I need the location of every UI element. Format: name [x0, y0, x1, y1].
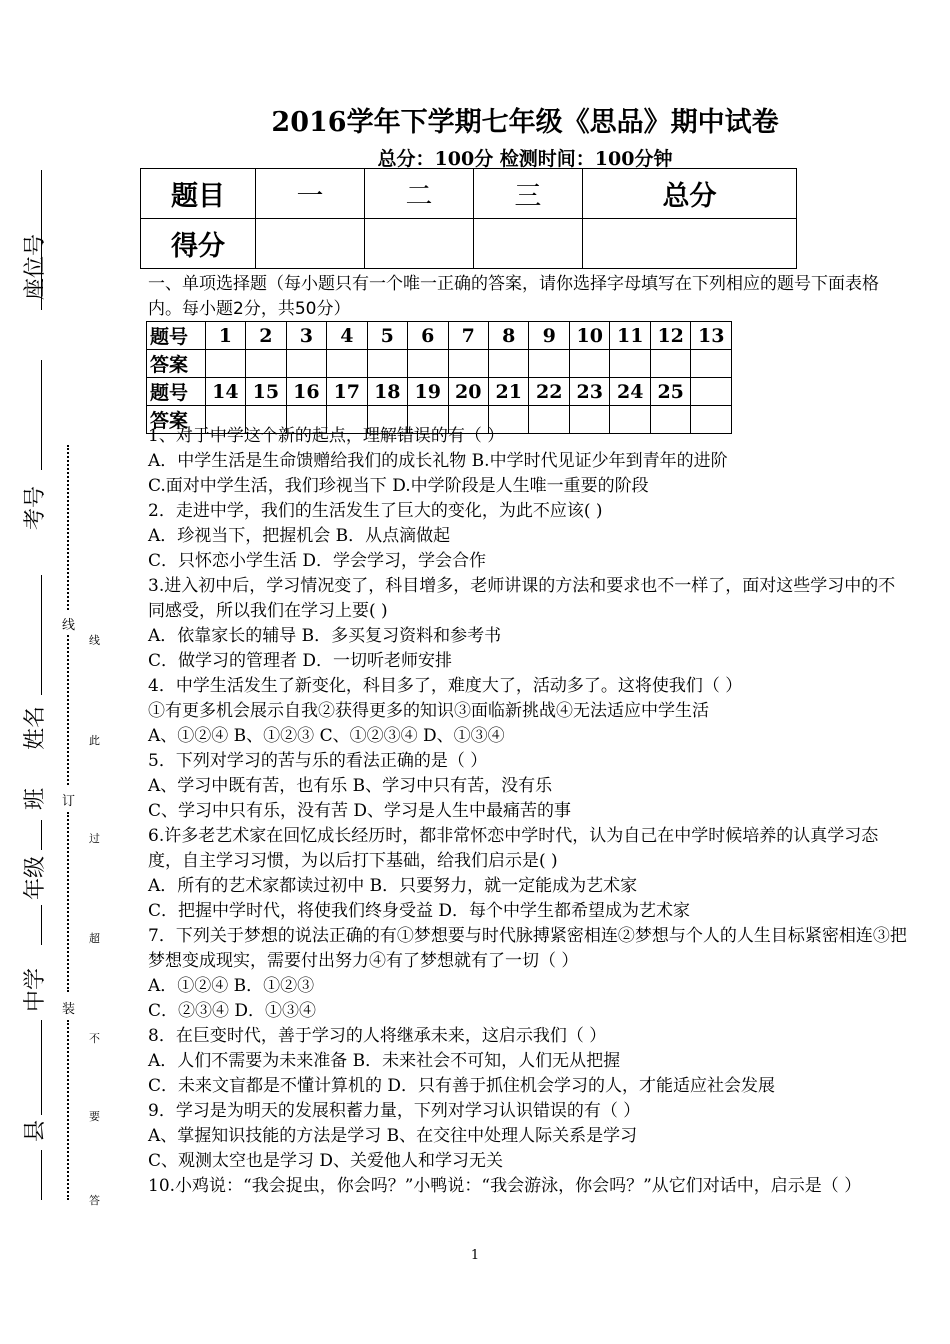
score-table-header-row — [141, 169, 797, 219]
binding-mark-5: 不 — [89, 1032, 100, 1045]
answer-label: 答案 — [147, 406, 206, 434]
question-number: 6 — [408, 322, 448, 350]
side-label-class: 班 — [23, 787, 48, 810]
side-label-county: 县 — [23, 1119, 48, 1142]
binding-mark-4: 超 — [89, 932, 100, 945]
question-number: 25 — [650, 378, 690, 406]
binding-dotted-line-middle — [67, 635, 69, 785]
question-number: 8 — [489, 322, 529, 350]
question-line: C．只怀恋小学生活 D．学会学习，学会合作 — [148, 551, 487, 571]
exam-title: 2016学年下学期七年级《思品》期中试卷 — [271, 107, 779, 138]
answer-cell[interactable] — [205, 350, 245, 378]
question-number: 1 — [205, 322, 245, 350]
question-line: 10.小鸡说：“我会捉虫，你会吗？”小鸭说：“我会游泳，你会吗？”从它们对话中，启示是（ ） — [148, 1176, 862, 1196]
answer-num-row-2 — [147, 378, 732, 406]
question-line: A．依靠家长的辅导 B．多买复习资料和参考书 — [148, 626, 502, 646]
score-cell: 得分 — [141, 219, 256, 269]
question-line: 8．在巨变时代，善于学习的人将继承未来，这启示我们（ ） — [148, 1026, 607, 1046]
question-line: 1、对于中学这个新的起点，理解错误的有（ ） — [148, 426, 505, 446]
side-line-bottom — [41, 1150, 42, 1200]
question-number: 5 — [367, 322, 407, 350]
question-number: 11 — [610, 322, 650, 350]
answer-cell[interactable] — [529, 350, 569, 378]
answer-label: 答案 — [147, 350, 206, 378]
question-line: A、①②④ B、①②③ C、①②③④ D、①③④ — [148, 726, 505, 746]
binding-outer-mark-3: 装 — [62, 1002, 76, 1017]
question-number: 9 — [529, 322, 569, 350]
side-label-name: 姓名 — [23, 705, 48, 750]
question-line: C．②③④ D．①③④ — [148, 1001, 317, 1021]
question-number: 14 — [205, 378, 245, 406]
question-line: A．中学生活是生命馈赠给我们的成长礼物 B.中学时代见证少年到青年的进阶 — [148, 451, 728, 471]
question-number: 18 — [367, 378, 407, 406]
answer-cell[interactable] — [610, 350, 650, 378]
side-label-exam-no: 考号 — [23, 485, 48, 530]
question-number: 17 — [327, 378, 367, 406]
score-input-cell[interactable] — [364, 219, 473, 269]
question-line: 7．下列关于梦想的说法正确的有①梦想要与时代脉搏紧密相连②梦想与个人的人生目标紧密相连③把梦想变成现实，需要付出努力④有了梦想就有了一切（ ） — [148, 926, 907, 971]
question-line: C、观测太空也是学习 D、关爱他人和学习无关 — [148, 1151, 504, 1171]
question-line: 4．中学生活发生了新变化，科目多了，难度大了，活动多了。这将使我们（ ） — [148, 676, 743, 696]
question-line: 3.进入初中后，学习情况变了，科目增多，老师讲课的方法和要求也不一样了，面对这些学习中的不同感受，所以我们在学习上要( ) — [148, 576, 896, 621]
question-line: A、掌握知识技能的方法是学习 B、在交往中处理人际关系是学习 — [148, 1126, 638, 1146]
score-table — [140, 168, 797, 269]
answer-cell[interactable] — [408, 350, 448, 378]
binding-mark-2: 此 — [89, 734, 100, 747]
question-line: 5．下列对学习的苦与乐的看法正确的是（ ） — [148, 751, 488, 771]
binding-mark-1: 线 — [89, 634, 100, 647]
question-number: 22 — [529, 378, 569, 406]
question-line: C.面对中学生活，我们珍视当下 D.中学阶段是人生唯一重要的阶段 — [148, 476, 649, 496]
score-table-score-row — [141, 219, 797, 269]
side-label-seat: 座位号 — [23, 233, 48, 300]
question-number: 12 — [650, 322, 690, 350]
score-input-cell[interactable] — [473, 219, 582, 269]
question-line: C、学习中只有乐，没有苦 D、学习是人生中最痛苦的事 — [148, 801, 572, 821]
question-line: A．人们不需要为未来准备 B．未来社会不可知，人们无从把握 — [148, 1051, 621, 1071]
answer-cell[interactable] — [367, 350, 407, 378]
binding-outer-mark-1: 线 — [62, 618, 76, 633]
answer-cell[interactable] — [327, 350, 367, 378]
binding-dotted-line-top — [67, 445, 69, 610]
question-number: 20 — [448, 378, 488, 406]
answer-cell[interactable] — [489, 350, 529, 378]
question-number: 2 — [246, 322, 286, 350]
question-number: 3 — [286, 322, 326, 350]
question-number: 4 — [327, 322, 367, 350]
answer-cell[interactable] — [286, 350, 326, 378]
binding-dotted-line-bottom — [67, 1020, 69, 1200]
question-line: 2．走进中学，我们的生活发生了巨大的变化，为此不应该( ) — [148, 501, 603, 521]
question-number: 23 — [569, 378, 609, 406]
question-number: 19 — [408, 378, 448, 406]
score-cell: 二 — [364, 169, 473, 219]
score-cell: 总分 — [582, 169, 796, 219]
score-input-cell[interactable] — [582, 219, 796, 269]
question-number: 7 — [448, 322, 488, 350]
side-label-grade: 年级 — [23, 855, 48, 900]
exam-subtitle: 总分：100分 检测时间：100分钟 — [377, 148, 673, 170]
answer-label: 题号 — [147, 322, 206, 350]
score-cell: 三 — [473, 169, 582, 219]
side-label-school: 中学 — [23, 967, 48, 1012]
answer-cell[interactable] — [650, 350, 690, 378]
answer-label: 题号 — [147, 378, 206, 406]
answer-table — [146, 321, 732, 434]
answer-cell[interactable] — [246, 350, 286, 378]
binding-mark-6: 要 — [89, 1110, 100, 1123]
binding-mark-7: 答 — [89, 1194, 100, 1207]
question-line: A．①②④ B．①②③ — [148, 976, 315, 996]
question-line: ①有更多机会展示自我②获得更多的知识③面临新挑战④无法适应中学生活 — [148, 701, 709, 721]
question-line: A．所有的艺术家都读过初中 B．只要努力，就一定能成为艺术家 — [148, 876, 638, 896]
question-line: C．未来文盲都是不懂计算机的 D．只有善于抓住机会学习的人，才能适应社会发展 — [148, 1076, 776, 1096]
binding-mark-3: 过 — [89, 832, 100, 845]
question-number: 10 — [569, 322, 609, 350]
answer-row-1 — [147, 350, 732, 378]
question-number: 13 — [691, 322, 732, 350]
score-cell: 题目 — [141, 169, 256, 219]
score-input-cell[interactable] — [256, 219, 365, 269]
answer-cell[interactable] — [691, 350, 732, 378]
section-heading: 一、单项选择题（每小题只有一个唯一正确的答案，请你选择字母填写在下列相应的题号下面表格内。每小题2分，共50分） — [148, 274, 879, 319]
question-number: 21 — [489, 378, 529, 406]
binding-dotted-line-lower — [67, 812, 69, 992]
answer-cell[interactable] — [448, 350, 488, 378]
answer-num-row-1 — [147, 322, 732, 350]
score-cell: 一 — [256, 169, 365, 219]
side-line-county — [41, 1020, 42, 1115]
question-line: 9．学习是为明天的发展积蓄力量，下列对学习认识错误的有（ ） — [148, 1101, 641, 1121]
question-number: 24 — [610, 378, 650, 406]
page-number: 1 — [470, 1248, 480, 1263]
question-number: 16 — [286, 378, 326, 406]
question-line: A、学习中既有苦，也有乐 B、学习中只有苦，没有乐 — [148, 776, 553, 796]
question-number — [691, 378, 732, 406]
question-line: C．做学习的管理者 D．一切听老师安排 — [148, 651, 453, 671]
question-line: 6.许多老艺术家在回忆成长经历时，都非常怀恋中学时代，认为自己在中学时候培养的认真学习态度，自主学习习惯，为以后打下基础，给我们启示是( ) — [148, 826, 879, 871]
question-line: A．珍视当下，把握机会 B．从点滴做起 — [148, 526, 451, 546]
binding-outer-mark-2: 订 — [62, 794, 76, 809]
answer-cell[interactable] — [569, 350, 609, 378]
question-number: 15 — [246, 378, 286, 406]
question-line: C．把握中学时代，将使我们终身受益 D．每个中学生都希望成为艺术家 — [148, 901, 691, 921]
